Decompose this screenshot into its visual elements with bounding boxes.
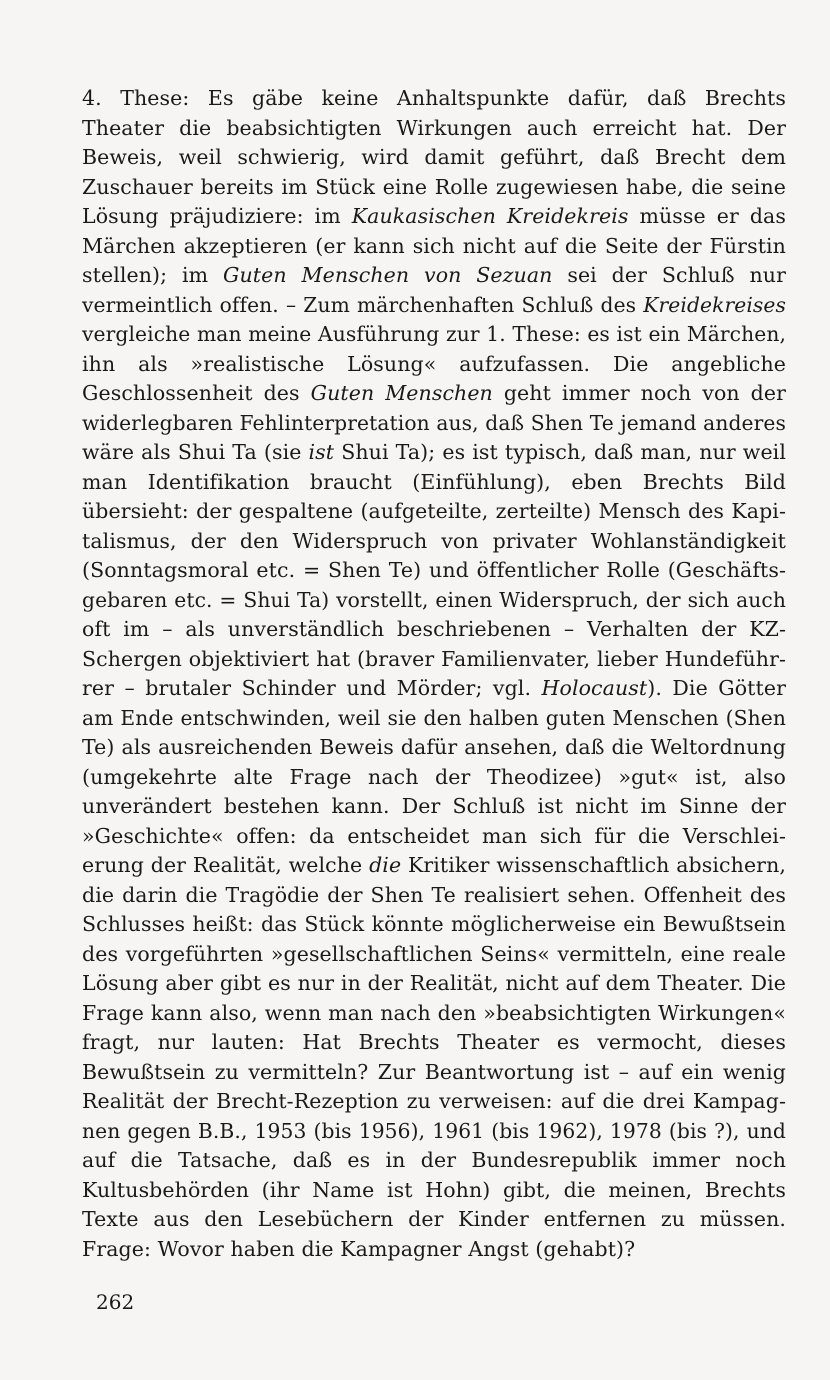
text-run: wäre als Shui Ta (sie <box>82 440 309 464</box>
italic-title-text: Kreidekreises <box>643 292 786 317</box>
text-line <box>82 1176 786 1206</box>
text-run: müsse er das <box>628 204 786 228</box>
text-line <box>82 999 786 1029</box>
text-run: ihn als »realistische Lösung« aufzufassen. Die angebliche <box>82 351 786 376</box>
text-line <box>82 409 786 439</box>
text-run: Shui Ta); es ist typisch, daß man, nur weil <box>334 440 786 464</box>
text-line <box>82 556 786 586</box>
text-run: Kritiker wissenschaftlich absichern, <box>401 853 786 877</box>
text-line <box>82 1058 786 1088</box>
text-line <box>82 497 786 527</box>
text-line <box>82 1087 786 1117</box>
italic-title-text: Kaukasischen Kreidekreis <box>351 204 629 228</box>
text-line <box>82 527 786 557</box>
text-run: Frage kann also, wenn man nach den »beabsichtigten Wirkungen« <box>82 1000 786 1025</box>
text-line <box>82 143 786 173</box>
page-number: 262 <box>96 1290 135 1314</box>
text-line <box>82 763 786 793</box>
text-run: geht immer noch von der <box>492 381 786 405</box>
text-line <box>82 468 786 498</box>
text-run: (umgekehrte alte Frage nach der Theodizee) »gut« ist, also <box>82 764 786 789</box>
text-line <box>82 674 786 704</box>
text-line <box>82 615 786 645</box>
text-run: Bewußtsein zu vermitteln? Zur Beantwortung ist – auf ein wenig <box>82 1059 786 1084</box>
text-line <box>82 704 786 734</box>
text-line <box>82 733 786 763</box>
text-line <box>82 1235 786 1265</box>
text-line <box>82 379 786 409</box>
italic-title-text: die <box>369 853 402 877</box>
text-run: Zuschauer bereits im Stück eine Rolle zugewiesen habe, die seine <box>82 174 786 199</box>
text-line <box>82 232 786 262</box>
text-line <box>82 1205 786 1235</box>
text-run: erung der Realität, welche <box>82 853 370 877</box>
text-run: ). Die Götter <box>647 676 786 700</box>
text-run: des vorgeführten »gesellschaftlichen Seins« vermitteln, eine reale <box>82 941 786 966</box>
italic-title-text: Guten Menschen von Sezuan <box>223 263 553 287</box>
text-run: widerlegbaren Fehlinterpretation aus, daß Shen Te jemand anderes <box>82 410 786 435</box>
text-line <box>82 173 786 203</box>
text-line <box>82 261 786 291</box>
text-run: Geschlossenheit des <box>82 381 311 405</box>
text-run: stellen); im <box>82 263 224 287</box>
text-run: Te) als ausreichenden Beweis dafür ansehen, daß die Weltordnung <box>82 735 786 759</box>
text-line <box>82 910 786 940</box>
text-run: rer – brutaler Schinder und Mörder; vgl. <box>82 676 542 700</box>
text-run: (Sonntagsmoral etc. = Shen Te) und öffentlicher Rolle (Geschäfts- <box>82 558 786 582</box>
text-run: Märchen akzeptieren (er kann sich nicht auf die Seite der Fürstin <box>82 233 786 258</box>
text-run: Kultusbehörden (ihr Name ist Hohn) gibt, die meinen, Brechts <box>82 1177 786 1202</box>
text-run: auf die Tatsache, daß es in der Bundesrepublik immer noch <box>82 1148 786 1172</box>
text-run: Schlusses heißt: das Stück könnte möglicherweise ein Bewußtsein <box>82 912 786 936</box>
text-run: Texte aus den Lesebüchern der Kinder entfernen zu müssen. <box>82 1207 786 1231</box>
text-run: vergleiche man meine Ausführung zur 1. These: es ist ein Märchen, <box>82 322 786 346</box>
text-run: sei der Schluß nur <box>552 263 786 287</box>
text-line <box>82 792 786 822</box>
text-line <box>82 84 786 114</box>
italic-title-text: ist <box>308 440 335 464</box>
text-run: Frage: Wovor haben die Kampagner Angst (gehabt)? <box>82 1236 636 1261</box>
text-run: die darin die Tragödie der Shen Te realisiert sehen. Offenheit des <box>82 882 786 907</box>
text-line <box>82 822 786 852</box>
text-run: vermeintlich offen. – Zum märchenhaften Schluß des <box>82 292 644 317</box>
text-line <box>82 438 786 468</box>
text-run: talismus, der den Widerspruch von privater Wohlanständigkeit <box>82 528 786 553</box>
text-run: oft im – als unverständlich beschriebenen – Verhalten der KZ- <box>82 617 786 641</box>
text-run: unverändert bestehen kann. Der Schluß ist nicht im Sinne der <box>82 794 786 818</box>
text-line <box>82 114 786 144</box>
text-line <box>82 851 786 881</box>
text-line <box>82 645 786 675</box>
italic-title-text: Holocaust <box>541 676 648 700</box>
text-run: Lösung präjudiziere: im <box>82 204 352 228</box>
text-run: Theater die beabsichtigten Wirkungen auch erreicht hat. Der <box>82 115 786 140</box>
italic-title-text: Guten Menschen <box>310 381 493 405</box>
text-run: man Identifikation braucht (Einfühlung), eben Brechts Bild <box>82 469 786 494</box>
text-line <box>82 291 786 321</box>
text-line <box>82 202 786 232</box>
text-line <box>82 1028 786 1058</box>
text-line <box>82 881 786 911</box>
body-paragraph <box>82 84 786 1264</box>
text-line <box>82 969 786 999</box>
text-run: 4. These: Es gäbe keine Anhaltspunkte dafür, daß Brechts <box>82 86 786 110</box>
text-run: fragt, nur lauten: Hat Brechts Theater es vermocht, dieses <box>82 1030 786 1054</box>
text-run: Lösung aber gibt es nur in der Realität, nicht auf dem Theater. Die <box>82 971 786 995</box>
text-run: Realität der Brecht-Rezeption zu verweisen: auf die drei Kampag- <box>82 1089 786 1113</box>
text-line <box>82 940 786 970</box>
text-run: gebaren etc. = Shui Ta) vorstellt, einen Widerspruch, der sich auch <box>82 587 786 612</box>
text-line <box>82 350 786 380</box>
text-run: Beweis, weil schwierig, wird damit geführt, daß Brecht dem <box>82 145 786 169</box>
text-run: am Ende entschwinden, weil sie den halben guten Menschen (Shen <box>82 705 786 730</box>
text-line <box>82 320 786 350</box>
text-line <box>82 586 786 616</box>
text-run: nen gegen B.B., 1953 (bis 1956), 1961 (bis 1962), 1978 (bis ?), und <box>82 1118 786 1143</box>
text-run: Schergen objektiviert hat (braver Familienvater, lieber Hundeführ- <box>82 646 786 671</box>
text-line <box>82 1117 786 1147</box>
text-run: übersieht: der gespaltene (aufgeteilte, zerteilte) Mensch des Kapi- <box>82 499 786 523</box>
text-run: »Geschichte« offen: da entscheidet man sich für die Verschlei- <box>82 823 786 848</box>
text-line <box>82 1146 786 1176</box>
